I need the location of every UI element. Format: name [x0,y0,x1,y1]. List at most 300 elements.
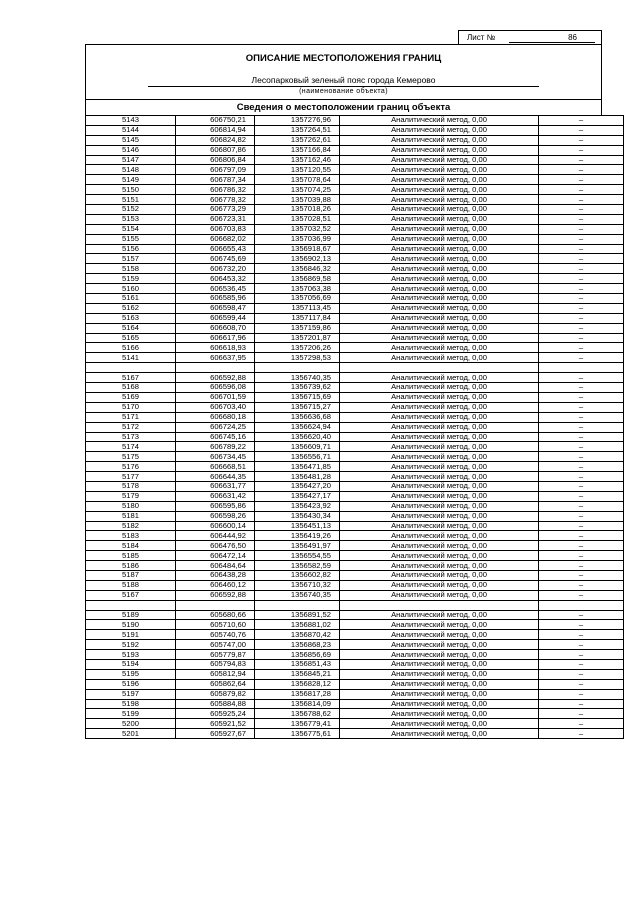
x-coordinate-cell: 606536,45 [176,284,255,294]
point-number-cell: 5164 [86,323,176,333]
x-coordinate-cell: 606745,16 [176,432,255,442]
point-number-cell: 5179 [86,491,176,501]
y-coordinate-cell: 1356870,42 [255,630,340,640]
y-coordinate-cell: 1356481,28 [255,472,340,482]
point-number-cell: 5146 [86,145,176,155]
description-cell: – [539,135,624,145]
x-coordinate-cell: 605680,66 [176,610,255,620]
coordinates-table [85,115,624,739]
point-number-cell: 5181 [86,511,176,521]
description-cell: – [539,521,624,531]
description-cell: – [539,145,624,155]
x-coordinate-cell: 606444,92 [176,531,255,541]
table-row [86,521,624,531]
point-number-cell: 5178 [86,481,176,491]
method-accuracy-cell: Аналитический метод, 0,00 [340,689,539,699]
point-number-cell: 5166 [86,343,176,353]
description-cell: – [539,580,624,590]
table-row [86,373,624,383]
method-accuracy-cell: Аналитический метод, 0,00 [340,650,539,660]
description-cell: – [539,551,624,561]
method-accuracy-cell: Аналитический метод, 0,00 [340,116,539,126]
method-accuracy-cell: Аналитический метод, 0,00 [340,422,539,432]
x-coordinate-cell: 606460,12 [176,580,255,590]
description-cell: – [539,125,624,135]
y-coordinate-cell: 1356715,27 [255,402,340,412]
x-coordinate-cell: 606644,35 [176,472,255,482]
description-cell: – [539,541,624,551]
table-row [86,145,624,155]
y-coordinate-cell: 1356918,67 [255,244,340,254]
x-coordinate-cell: 606745,69 [176,254,255,264]
y-coordinate-cell: 1357120,55 [255,165,340,175]
method-accuracy-cell: Аналитический метод, 0,00 [340,155,539,165]
description-cell: – [539,472,624,482]
x-coordinate-cell: 606598,26 [176,511,255,521]
method-accuracy-cell: Аналитический метод, 0,00 [340,333,539,343]
y-coordinate-cell: 1356817,28 [255,689,340,699]
description-cell: – [539,383,624,393]
x-coordinate-cell: 606787,34 [176,175,255,185]
method-accuracy-cell: Аналитический метод, 0,00 [340,343,539,353]
x-coordinate-cell: 606600,14 [176,521,255,531]
point-number-cell: 5188 [86,580,176,590]
method-accuracy-cell: Аналитический метод, 0,00 [340,175,539,185]
point-number-cell: 5169 [86,392,176,402]
method-accuracy-cell: Аналитический метод, 0,00 [340,719,539,729]
point-number-cell: 5199 [86,709,176,719]
point-number-cell: 5191 [86,630,176,640]
method-accuracy-cell: Аналитический метод, 0,00 [340,264,539,274]
y-coordinate-cell: 1356427,17 [255,491,340,501]
x-coordinate-cell: 606807,86 [176,145,255,155]
document-title: ОПИСАНИЕ МЕСТОПОЛОЖЕНИЯ ГРАНИЦ [245,53,442,64]
method-accuracy-cell: Аналитический метод, 0,00 [340,511,539,521]
y-coordinate-cell: 1357063,38 [255,284,340,294]
x-coordinate-cell: 605879,82 [176,689,255,699]
sheet-number: 86 [509,31,595,43]
sheet-number-box [458,30,602,44]
point-number-cell: 5201 [86,729,176,739]
table-row [86,244,624,254]
y-coordinate-cell [255,600,340,610]
y-coordinate-cell: 1357117,84 [255,313,340,323]
table-row [86,511,624,521]
point-number-cell: 5172 [86,422,176,432]
point-number-cell: 5174 [86,442,176,452]
x-coordinate-cell: 606814,94 [176,125,255,135]
x-coordinate-cell: 606453,32 [176,274,255,284]
method-accuracy-cell: Аналитический метод, 0,00 [340,541,539,551]
point-number-cell: 5163 [86,313,176,323]
point-number-cell: 5153 [86,214,176,224]
y-coordinate-cell: 1356582,59 [255,561,340,571]
y-coordinate-cell: 1356710,32 [255,580,340,590]
point-number-cell: 5149 [86,175,176,185]
point-number-cell: 5160 [86,284,176,294]
method-accuracy-cell: Аналитический метод, 0,00 [340,640,539,650]
description-cell: – [539,195,624,205]
y-coordinate-cell: 1356779,41 [255,719,340,729]
description-cell: – [539,412,624,422]
y-coordinate-cell: 1356740,35 [255,373,340,383]
method-accuracy-cell: Аналитический метод, 0,00 [340,135,539,145]
method-accuracy-cell: Аналитический метод, 0,00 [340,294,539,304]
x-coordinate-cell: 606655,43 [176,244,255,254]
x-coordinate-cell: 606476,50 [176,541,255,551]
point-number-cell: 5189 [86,610,176,620]
y-coordinate-cell: 1356739,62 [255,383,340,393]
table-row [86,135,624,145]
x-coordinate-cell: 606668,51 [176,462,255,472]
point-number-cell: 5195 [86,669,176,679]
table-row [86,116,624,126]
x-coordinate-cell [176,363,255,373]
method-accuracy-cell: Аналитический метод, 0,00 [340,610,539,620]
x-coordinate-cell: 606596,08 [176,383,255,393]
x-coordinate-cell: 606778,32 [176,195,255,205]
point-number-cell: 5196 [86,679,176,689]
description-cell: – [539,491,624,501]
y-coordinate-cell: 1356845,21 [255,669,340,679]
x-coordinate-cell: 606701,59 [176,392,255,402]
description-cell: – [539,254,624,264]
point-number-cell: 5190 [86,620,176,630]
x-coordinate-cell: 606724,25 [176,422,255,432]
description-cell: – [539,511,624,521]
table-row [86,303,624,313]
table-row [86,165,624,175]
y-coordinate-cell: 1357039,88 [255,195,340,205]
description-cell: – [539,284,624,294]
coordinates-table-body [86,116,624,739]
x-coordinate-cell: 606773,29 [176,205,255,215]
method-accuracy-cell: Аналитический метод, 0,00 [340,561,539,571]
y-coordinate-cell: 1356715,69 [255,392,340,402]
point-number-cell: 5152 [86,205,176,215]
x-coordinate-cell: 606592,88 [176,373,255,383]
description-cell: – [539,640,624,650]
point-number-cell: 5184 [86,541,176,551]
method-accuracy-cell: Аналитический метод, 0,00 [340,313,539,323]
description-cell: – [539,531,624,541]
method-accuracy-cell: Аналитический метод, 0,00 [340,521,539,531]
description-cell: – [539,462,624,472]
method-accuracy-cell: Аналитический метод, 0,00 [340,620,539,630]
object-name-underline [148,86,539,87]
table-row [86,274,624,284]
point-number-cell: 5165 [86,333,176,343]
description-cell: – [539,679,624,689]
description-cell: – [539,274,624,284]
point-number-cell: 5159 [86,274,176,284]
x-coordinate-cell: 606438,28 [176,570,255,580]
table-row [86,392,624,402]
description-cell: – [539,373,624,383]
table-row [86,402,624,412]
y-coordinate-cell: 1357113,45 [255,303,340,313]
y-coordinate-cell: 1356868,23 [255,640,340,650]
method-accuracy-cell: Аналитический метод, 0,00 [340,383,539,393]
x-coordinate-cell: 605747,00 [176,640,255,650]
y-coordinate-cell: 1356775,61 [255,729,340,739]
method-accuracy-cell: Аналитический метод, 0,00 [340,531,539,541]
method-accuracy-cell: Аналитический метод, 0,00 [340,580,539,590]
y-coordinate-cell: 1357074,25 [255,185,340,195]
description-cell: – [539,501,624,511]
y-coordinate-cell: 1357018,26 [255,205,340,215]
y-coordinate-cell: 1357166,84 [255,145,340,155]
point-number-cell: 5156 [86,244,176,254]
table-row [86,125,624,135]
x-coordinate-cell: 606617,96 [176,333,255,343]
y-coordinate-cell: 1356902,13 [255,254,340,264]
x-coordinate-cell: 606598,47 [176,303,255,313]
point-number-cell: 5144 [86,125,176,135]
description-cell [539,363,624,373]
description-cell: – [539,224,624,234]
table-row [86,481,624,491]
description-cell: – [539,610,624,620]
description-cell: – [539,205,624,215]
x-coordinate-cell: 606585,96 [176,294,255,304]
table-row [86,264,624,274]
table-row [86,234,624,244]
method-accuracy-cell: Аналитический метод, 0,00 [340,472,539,482]
method-accuracy-cell: Аналитический метод, 0,00 [340,412,539,422]
table-row [86,580,624,590]
y-coordinate-cell: 1357262,61 [255,135,340,145]
y-coordinate-cell: 1356740,35 [255,590,340,600]
point-number-cell: 5170 [86,402,176,412]
x-coordinate-cell: 606484,64 [176,561,255,571]
method-accuracy-cell: Аналитический метод, 0,00 [340,373,539,383]
y-coordinate-cell: 1356636,68 [255,412,340,422]
x-coordinate-cell [176,600,255,610]
description-cell: – [539,303,624,313]
point-number-cell: 5155 [86,234,176,244]
y-coordinate-cell: 1356609,71 [255,442,340,452]
table-row [86,284,624,294]
point-number-cell: 5148 [86,165,176,175]
point-number-cell: 5192 [86,640,176,650]
description-cell: – [539,264,624,274]
table-row [86,383,624,393]
method-accuracy-cell: Аналитический метод, 0,00 [340,402,539,412]
table-row [86,422,624,432]
table-row [86,323,624,333]
x-coordinate-cell: 605884,88 [176,699,255,709]
table-row [86,214,624,224]
method-accuracy-cell: Аналитический метод, 0,00 [340,669,539,679]
table-row [86,501,624,511]
x-coordinate-cell: 606631,77 [176,481,255,491]
table-row [86,689,624,699]
point-number-cell [86,600,176,610]
method-accuracy-cell: Аналитический метод, 0,00 [340,551,539,561]
description-cell: – [539,155,624,165]
description-cell: – [539,650,624,660]
method-accuracy-cell: Аналитический метод, 0,00 [340,323,539,333]
point-number-cell: 5150 [86,185,176,195]
table-row [86,333,624,343]
y-coordinate-cell: 1357036,99 [255,234,340,244]
point-number-cell: 5186 [86,561,176,571]
description-cell: – [539,570,624,580]
point-number-cell: 5161 [86,294,176,304]
description-cell: – [539,590,624,600]
x-coordinate-cell: 605927,67 [176,729,255,739]
table-row [86,570,624,580]
method-accuracy-cell: Аналитический метод, 0,00 [340,432,539,442]
method-accuracy-cell: Аналитический метод, 0,00 [340,165,539,175]
table-row [86,620,624,630]
description-cell: – [539,620,624,630]
description-cell: – [539,719,624,729]
point-number-cell: 5143 [86,116,176,126]
table-row [86,640,624,650]
x-coordinate-cell: 606618,93 [176,343,255,353]
x-coordinate-cell: 606599,44 [176,313,255,323]
y-coordinate-cell: 1356554,55 [255,551,340,561]
y-coordinate-cell: 1356851,43 [255,659,340,669]
description-cell: – [539,234,624,244]
y-coordinate-cell: 1357028,51 [255,214,340,224]
document-header [85,44,602,115]
point-number-cell: 5175 [86,452,176,462]
table-row [86,610,624,620]
x-coordinate-cell: 606680,18 [176,412,255,422]
object-name: Лесопарковый зеленый пояс города Кемерово [251,75,436,85]
method-accuracy-cell: Аналитический метод, 0,00 [340,392,539,402]
x-coordinate-cell: 605740,76 [176,630,255,640]
method-accuracy-cell: Аналитический метод, 0,00 [340,303,539,313]
y-coordinate-cell: 1356451,13 [255,521,340,531]
y-coordinate-cell: 1356856,69 [255,650,340,660]
x-coordinate-cell: 606797,09 [176,165,255,175]
point-number-cell: 5173 [86,432,176,442]
table-row [86,669,624,679]
method-accuracy-cell: Аналитический метод, 0,00 [340,284,539,294]
description-cell: – [539,481,624,491]
description-cell: – [539,659,624,669]
table-row [86,363,624,373]
description-cell: – [539,392,624,402]
method-accuracy-cell: Аналитический метод, 0,00 [340,195,539,205]
x-coordinate-cell: 606806,84 [176,155,255,165]
table-row [86,630,624,640]
x-coordinate-cell: 606595,86 [176,501,255,511]
table-row [86,353,624,363]
point-number-cell: 5141 [86,353,176,363]
description-cell: – [539,353,624,363]
x-coordinate-cell: 605812,94 [176,669,255,679]
y-coordinate-cell: 1357078,64 [255,175,340,185]
point-number-cell: 5180 [86,501,176,511]
y-coordinate-cell: 1357056,69 [255,294,340,304]
table-row [86,679,624,689]
x-coordinate-cell: 606734,45 [176,452,255,462]
y-coordinate-cell: 1356814,09 [255,699,340,709]
point-number-cell: 5168 [86,383,176,393]
point-number-cell: 5185 [86,551,176,561]
description-cell: – [539,175,624,185]
x-coordinate-cell: 605794,83 [176,659,255,669]
x-coordinate-cell: 606472,14 [176,551,255,561]
description-cell: – [539,323,624,333]
x-coordinate-cell: 605779,87 [176,650,255,660]
point-number-cell: 5162 [86,303,176,313]
point-number-cell: 5182 [86,521,176,531]
method-accuracy-cell: Аналитический метод, 0,00 [340,462,539,472]
point-number-cell: 5177 [86,472,176,482]
description-cell: – [539,313,624,323]
x-coordinate-cell: 606786,32 [176,185,255,195]
method-accuracy-cell: Аналитический метод, 0,00 [340,125,539,135]
table-row [86,729,624,739]
table-row [86,195,624,205]
x-coordinate-cell: 605921,52 [176,719,255,729]
table-row [86,600,624,610]
y-coordinate-cell: 1356846,32 [255,264,340,274]
point-number-cell: 5183 [86,531,176,541]
x-coordinate-cell: 606682,02 [176,234,255,244]
point-number-cell: 5197 [86,689,176,699]
description-cell: – [539,729,624,739]
x-coordinate-cell: 605862,64 [176,679,255,689]
description-cell: – [539,116,624,126]
table-row [86,205,624,215]
table-row [86,472,624,482]
method-accuracy-cell: Аналитический метод, 0,00 [340,224,539,234]
method-accuracy-cell: Аналитический метод, 0,00 [340,590,539,600]
method-accuracy-cell: Аналитический метод, 0,00 [340,274,539,284]
method-accuracy-cell: Аналитический метод, 0,00 [340,630,539,640]
description-cell: – [539,165,624,175]
method-accuracy-cell: Аналитический метод, 0,00 [340,254,539,264]
point-number-cell: 5151 [86,195,176,205]
method-accuracy-cell: Аналитический метод, 0,00 [340,501,539,511]
x-coordinate-cell: 606723,31 [176,214,255,224]
point-number-cell: 5147 [86,155,176,165]
method-accuracy-cell [340,363,539,373]
y-coordinate-cell: 1356881,02 [255,620,340,630]
x-coordinate-cell: 606703,40 [176,402,255,412]
description-cell: – [539,333,624,343]
point-number-cell: 5198 [86,699,176,709]
table-row [86,313,624,323]
section-title: Сведения о местоположении границ объекта [86,99,601,116]
point-number-cell: 5157 [86,254,176,264]
y-coordinate-cell: 1356556,71 [255,452,340,462]
y-coordinate-cell: 1357162,46 [255,155,340,165]
description-cell: – [539,699,624,709]
table-row [86,699,624,709]
description-cell: – [539,294,624,304]
description-cell: – [539,422,624,432]
table-row [86,590,624,600]
x-coordinate-cell: 606703,83 [176,224,255,234]
x-coordinate-cell: 606789,22 [176,442,255,452]
table-row [86,442,624,452]
y-coordinate-cell: 1356869,58 [255,274,340,284]
object-name-note: (наименование объекта) [299,88,388,95]
y-coordinate-cell: 1356624,94 [255,422,340,432]
y-coordinate-cell: 1356427,20 [255,481,340,491]
table-row [86,185,624,195]
table-row [86,650,624,660]
method-accuracy-cell: Аналитический метод, 0,00 [340,234,539,244]
